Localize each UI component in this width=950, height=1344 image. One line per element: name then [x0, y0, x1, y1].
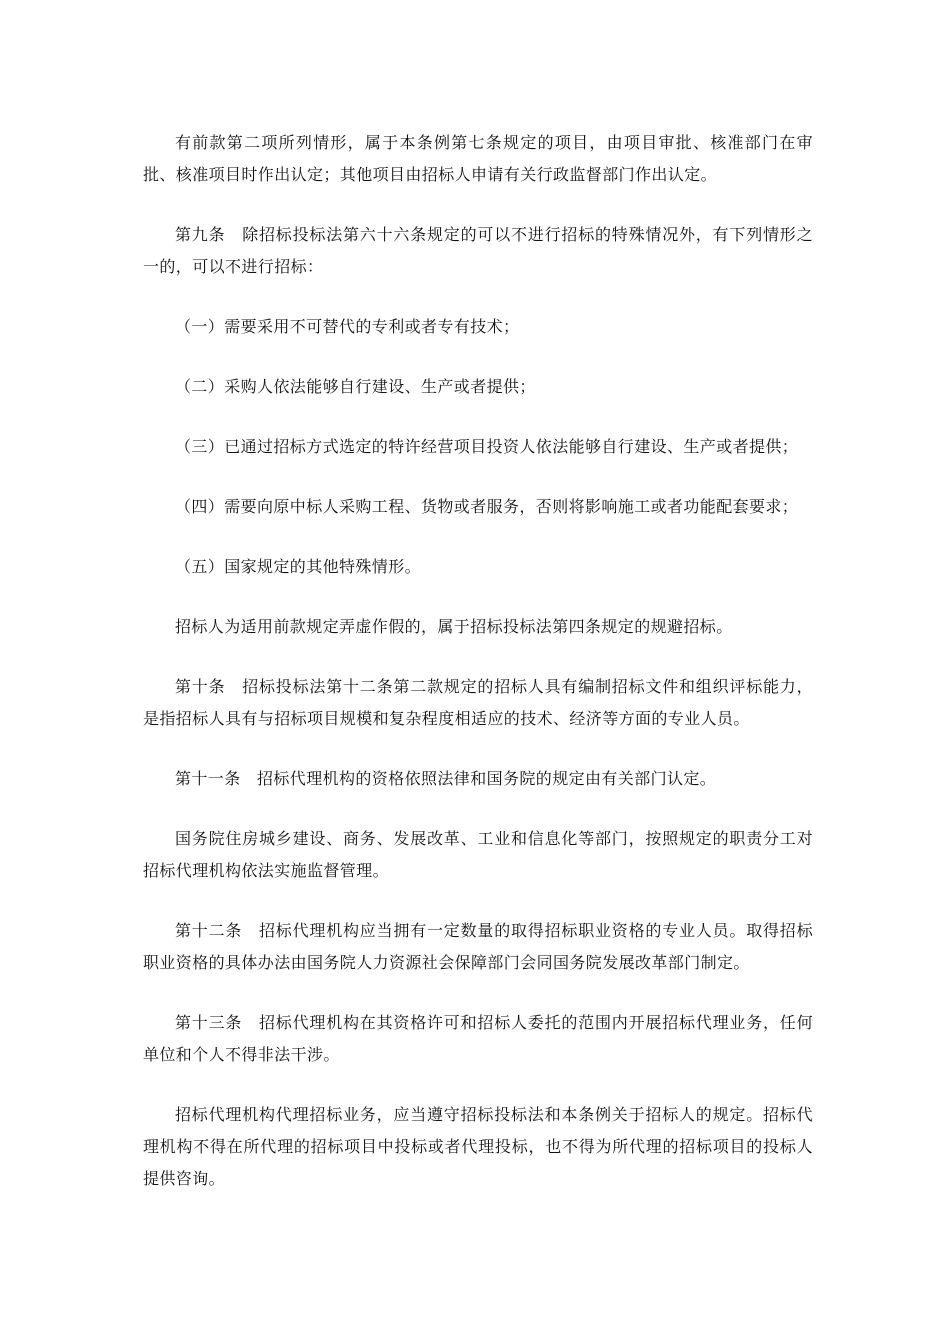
list-item-1: （一）需要采用不可替代的专利或者专有技术； [175, 317, 520, 336]
paragraph-supervision: 国务院住房城乡建设、商务、发展改革、工业和信息化等部门，按照规定的职责分工对招标代理机构依法实施监督管理。 [143, 829, 813, 880]
document-body [143, 127, 813, 1223]
paragraph-article-9: 第九条 除招标投标法第六十六条规定的可以不进行招标的特殊情况外，有下列情形之一的，可以不进行招标： [143, 225, 813, 276]
paragraph-clause-8-note: 有前款第二项所列情形，属于本条例第七条规定的项目，由项目审批、核准部门在审批、核准项目时作出认定；其他项目由招标人申请有关行政监督部门作出认定。 [143, 133, 813, 184]
paragraph-article-10: 第十条 招标投标法第十二条第二款规定的招标人具有编制招标文件和组织评标能力，是指招标人具有与招标项目规模和复杂程度相适应的技术、经济等方面的专业人员。 [143, 677, 813, 728]
list-item-4: （四）需要向原中标人采购工程、货物或者服务，否则将影响施工或者功能配套要求； [175, 497, 799, 516]
paragraph-avoidance-note: 招标人为适用前款规定弄虚作假的，属于招标投标法第四条规定的规避招标。 [175, 617, 733, 636]
list-item-3: （三）已通过招标方式选定的特许经营项目投资人依法能够自行建设、生产或者提供； [175, 437, 799, 456]
paragraph-article-11: 第十一条 招标代理机构的资格依照法律和国务院的规定由有关部门认定。 [175, 769, 717, 788]
paragraph-article-12: 第十二条 招标代理机构应当拥有一定数量的取得招标职业资格的专业人员。取得招标职业资格的具体办法由国务院人力资源社会保障部门会同国务院发展改革部门制定。 [143, 921, 813, 972]
list-item-2: （二）采购人依法能够自行建设、生产或者提供； [175, 377, 536, 396]
list-item-5: （五）国家规定的其他特殊情形。 [175, 557, 422, 576]
paragraph-agency-rules: 招标代理机构代理招标业务，应当遵守招标投标法和本条例关于招标人的规定。招标代理机构不得在所代理的招标项目中投标或者代理投标，也不得为所代理的招标项目的投标人提供咨询。 [143, 1105, 813, 1188]
paragraph-article-13: 第十三条 招标代理机构在其资格许可和招标人委托的范围内开展招标代理业务，任何单位和个人不得非法干涉。 [143, 1013, 813, 1064]
